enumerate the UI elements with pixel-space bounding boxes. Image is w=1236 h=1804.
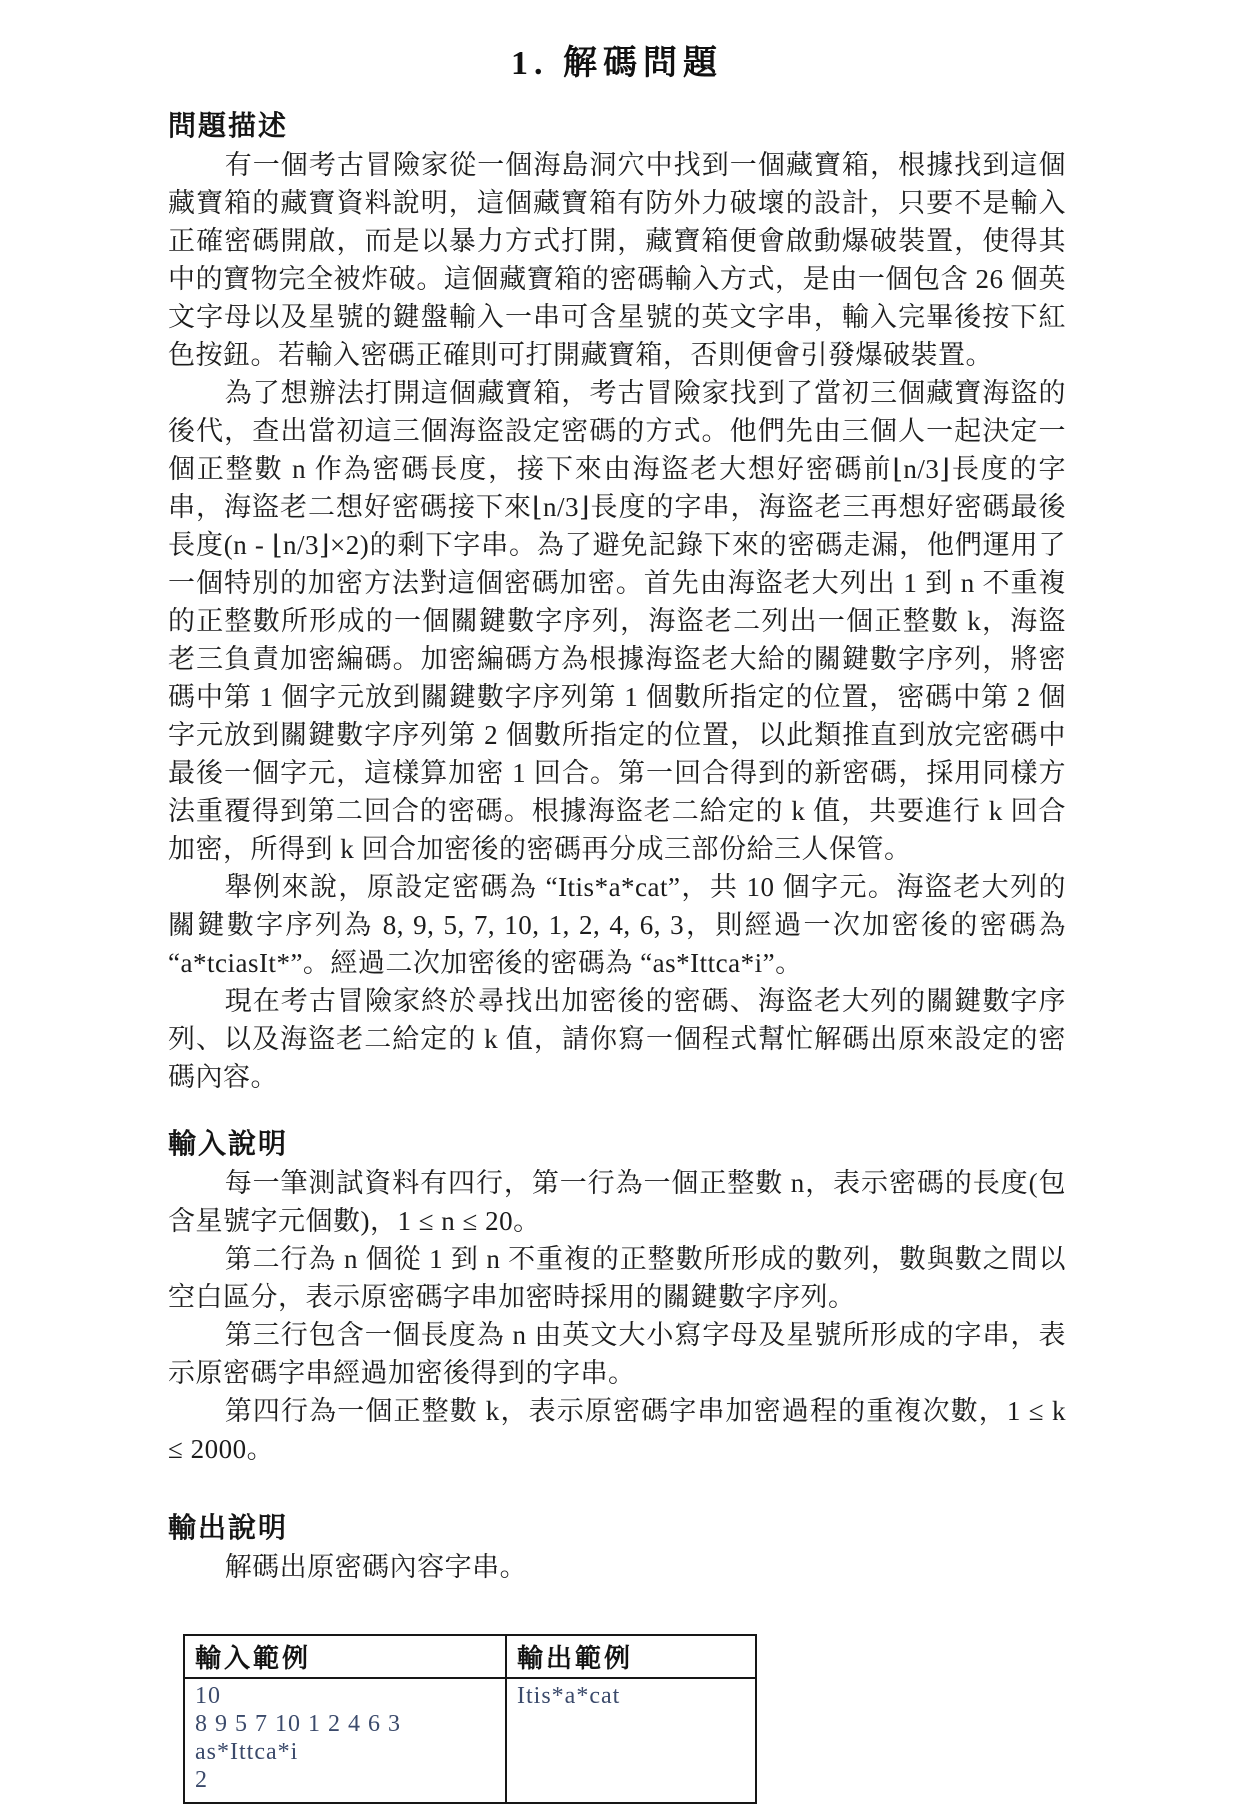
problem-paragraph: 現在考古冒險家終於尋找出加密後的密碼、海盜老大列的關鍵數字序列、以及海盜老二給定的 k 值，請你寫一個程式幫忙解碼出原來設定的密碼內容。	[168, 986, 1066, 1092]
sample-output-line: Itis*a*cat	[517, 1683, 621, 1709]
input-paragraph: 第二行為 n 個從 1 到 n 不重複的正整數所形成的數列，數與數之間以空白區分，表示原密碼字串加密時採用的關鍵數字序列。	[168, 1244, 1066, 1312]
section-output-description	[168, 1510, 1066, 1586]
section-problem-description	[168, 108, 1066, 1096]
problem-paragraph: 為了想辦法打開這個藏寶箱，考古冒險家找到了當初三個藏寶海盜的後代，查出當初這三個海盜設定密碼的方式。他們先由三個人一起決定一個正整數 n 作為密碼長度，接下來由海盜老大想好密碼前⌊n/3⌋長度的字串，海盜老二想好密碼接下來⌊n/3⌋長度的字串，海盜老三再想好密碼最後長度(n - ⌊n/3⌋×2)的剩下字串。為了避免記錄下來的密碼走漏，他們運用了一個特別的加密方法對這個密碼加密。首先由海盜老大列出 1 到 n 不重複的正整數所形成的一個關鍵數字序列，海盜老二列出一個正整數 k，海盜老三負責加密編碼。加密編碼方為根據海盜老大給的關鍵數字序列，將密碼中第 1 個字元放到關鍵數字序列第 1 個數所指定的位置，密碼中第 2 個字元放到關鍵數字序列第 2 個數所指定的位置，以此類推直到放完密碼中最後一個字元，這樣算加密 1 回合。第一回合得到的新密碼，採用同樣方法重覆得到第二回合的密碼。根據海盜老二給定的 k 值，共要進行 k 回合加密，所得到 k 回合加密後的密碼再分成三部份給三人保管。	[168, 378, 1066, 864]
problem-paragraph: 有一個考古冒險家從一個海島洞穴中找到一個藏寶箱，根據找到這個藏寶箱的藏寶資料說明，這個藏寶箱有防外力破壞的設計，只要不是輸入正確密碼開啟，而是以暴力方式打開，藏寶箱便會啟動爆破裝置，使得其中的寶物完全被炸破。這個藏寶箱的密碼輸入方式，是由一個包含 26 個英文字母以及星號的鍵盤輸入一串可含星號的英文字串，輸入完畢後按下紅色按鈕。若輸入密碼正確則可打開藏寶箱，否則便會引發爆破裝置。	[168, 150, 1066, 370]
sample-input-cell	[184, 1678, 506, 1803]
sample-input-line: 8 9 5 7 10 1 2 4 6 3	[195, 1711, 401, 1737]
input-description-heading: 輸入說明	[168, 1129, 289, 1160]
input-paragraph: 每一筆測試資料有四行，第一行為一個正整數 n，表示密碼的長度(包含星號字元個數)，1 ≤ n ≤ 20。	[168, 1168, 1066, 1236]
example-table-body-row	[184, 1678, 756, 1803]
sample-input-line: 2	[195, 1767, 208, 1793]
output-example-header: 輸出範例	[506, 1635, 756, 1678]
input-paragraph: 第三行包含一個長度為 n 由英文大小寫字母及星號所形成的字串，表示原密碼字串經過加密後得到的字串。	[168, 1320, 1066, 1388]
input-example-header: 輸入範例	[184, 1635, 506, 1678]
sample-output-cell	[506, 1678, 756, 1803]
problem-paragraph: 舉例來說，原設定密碼為 “Itis*a*cat”，共 10 個字元。海盜老大列的關鍵數字序列為 8, 9, 5, 7, 10, 1, 2, 4, 6, 3，則經過一次加密後的密碼為 “a*tciasIt*”。經過二次加密後的密碼為 “as*Ittca*i”。	[168, 872, 1066, 978]
example-table	[183, 1634, 757, 1804]
section-input-description	[168, 1126, 1066, 1468]
sample-input-line: as*Ittca*i	[195, 1739, 299, 1765]
page-title: 1. 解碼問題	[511, 45, 723, 82]
output-description-heading: 輸出說明	[168, 1513, 289, 1544]
problem-description-heading: 問題描述	[168, 111, 289, 142]
output-paragraph: 解碼出原密碼內容字串。	[224, 1552, 528, 1582]
input-paragraph: 第四行為一個正整數 k，表示原密碼字串加密過程的重複次數，1 ≤ k ≤ 2000。	[168, 1396, 1066, 1464]
sample-input-line: 10	[195, 1683, 221, 1709]
example-table-header-row	[184, 1635, 756, 1678]
